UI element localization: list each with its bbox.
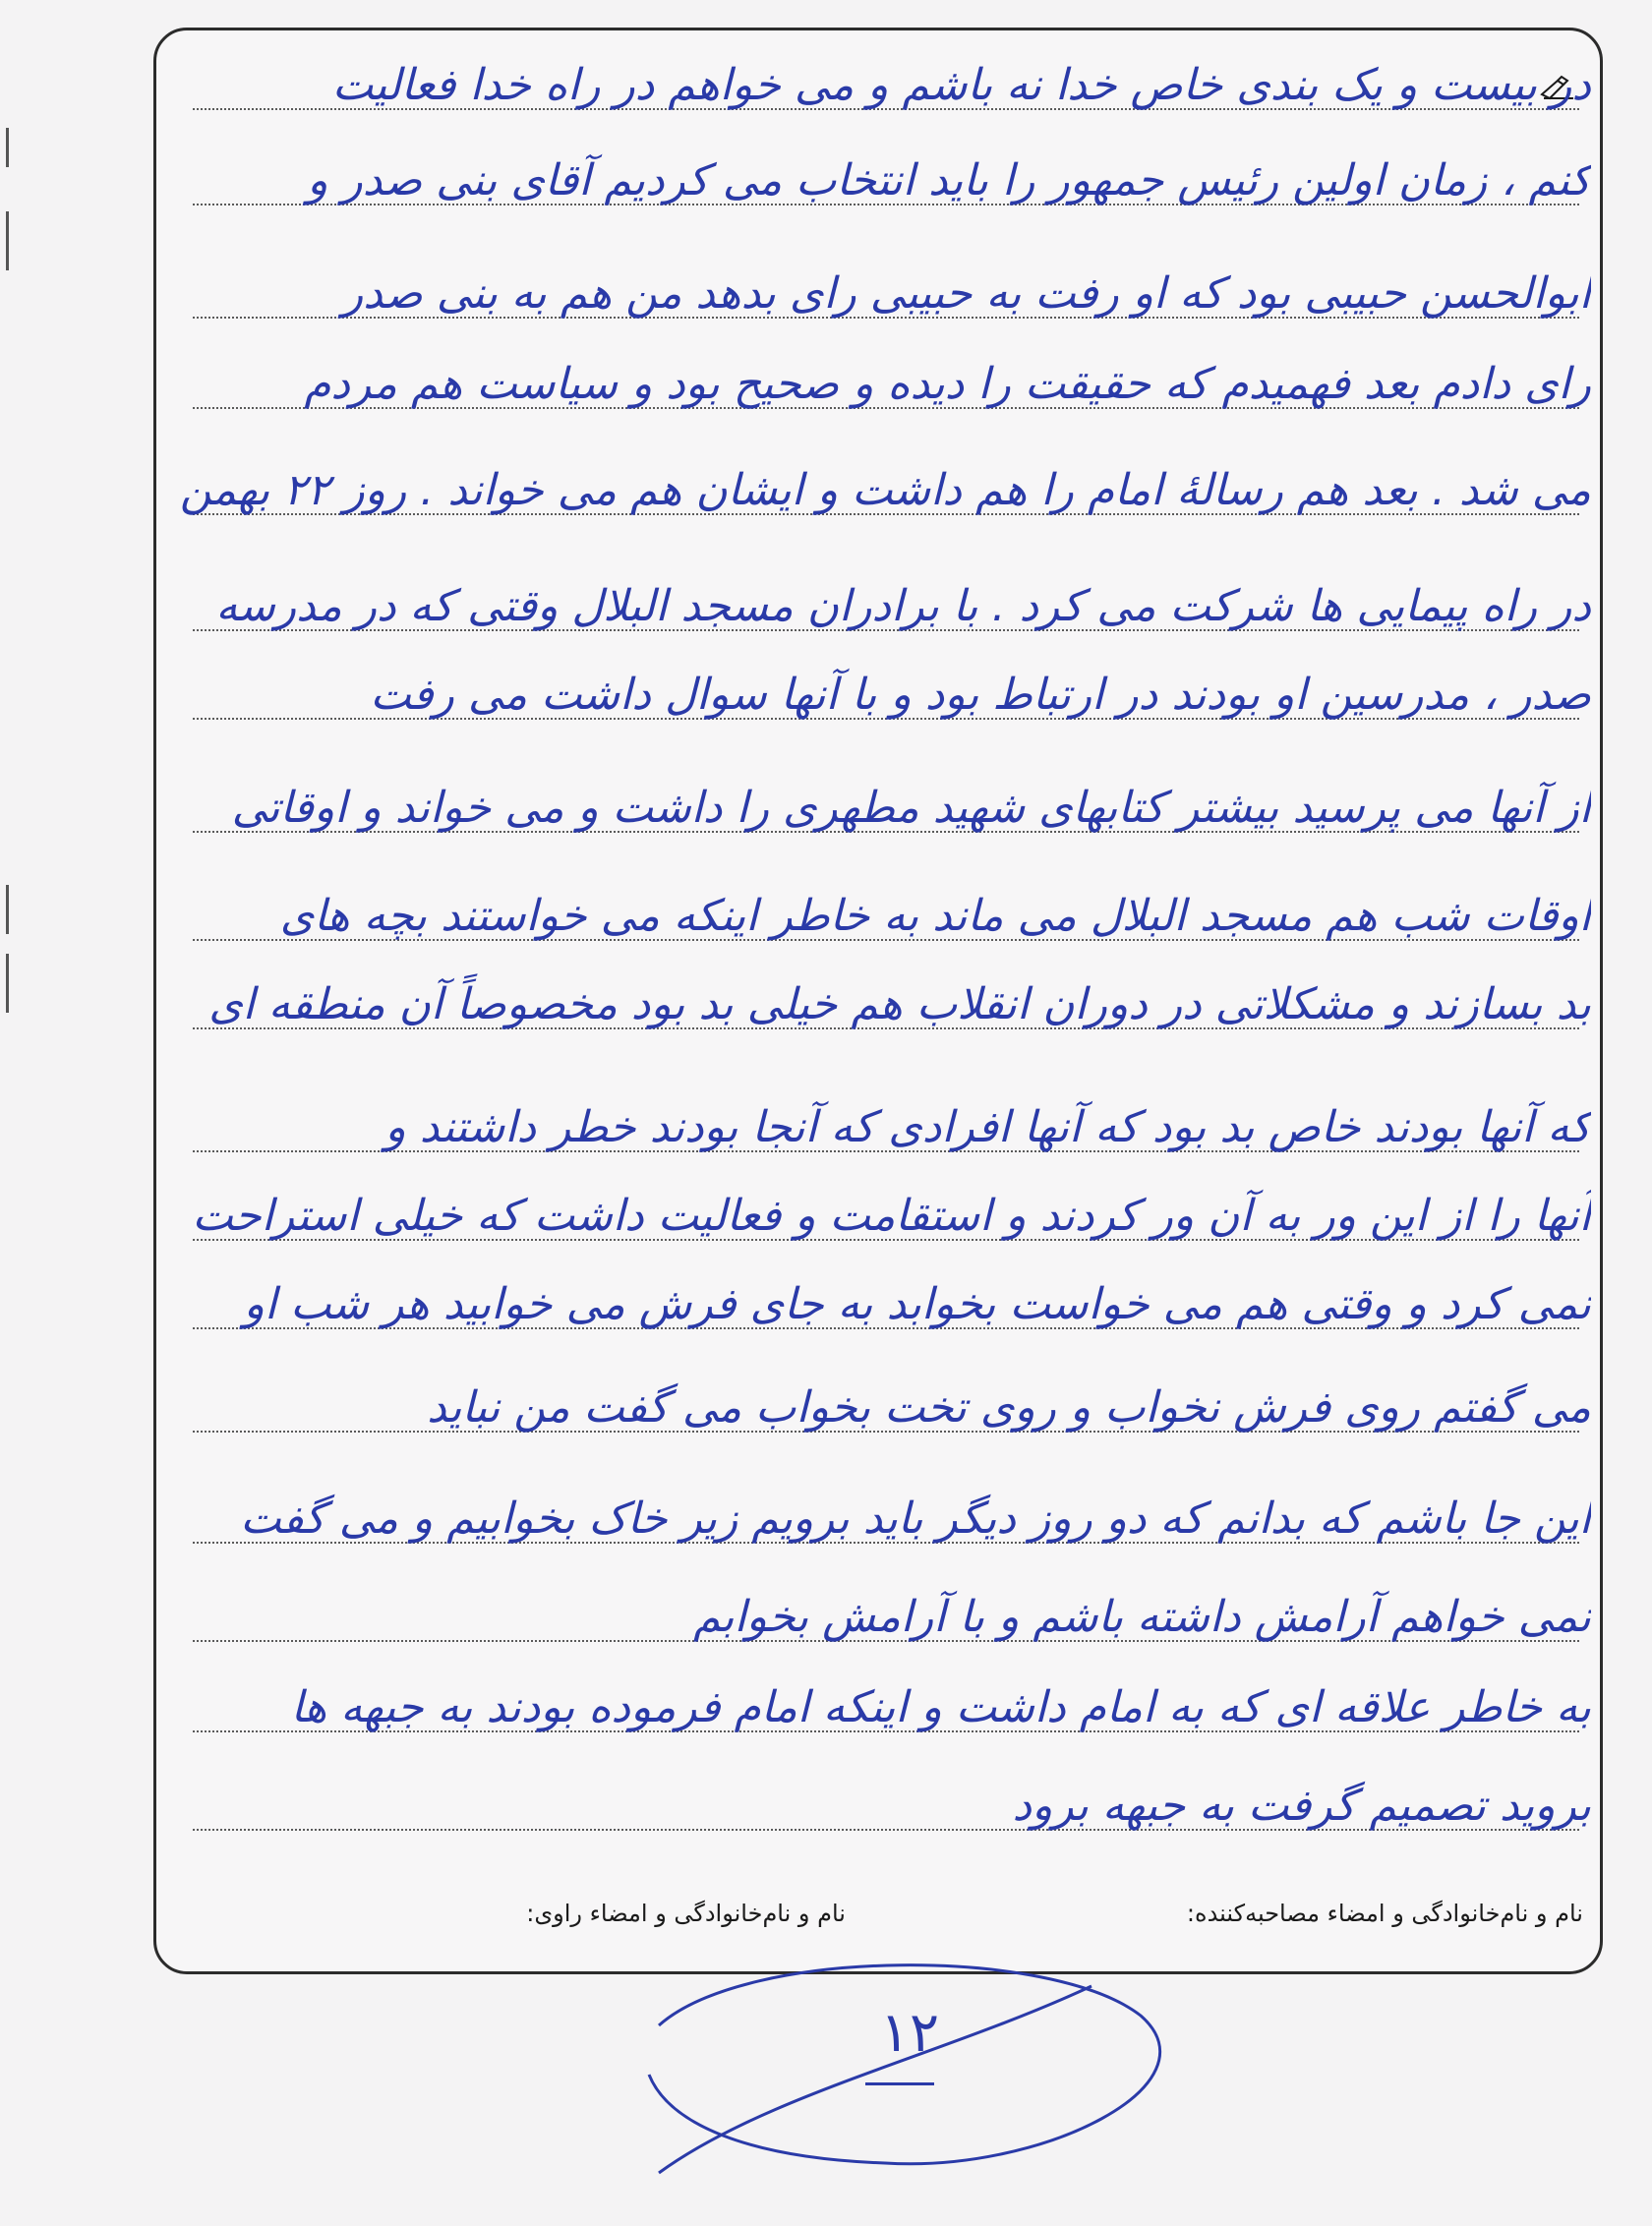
- margin-mark: [6, 885, 15, 934]
- handwritten-line: نمی خواهم آرامش داشته باشم و با آرامش بخوابم: [693, 1592, 1591, 1642]
- margin-mark: [6, 954, 15, 1013]
- handwritten-line: می گفتم روی فرش نخواب و روی تخت بخواب می گفت من نباید: [427, 1382, 1591, 1433]
- handwritten-line: این جا باشم که بدانم که دو روز دیگر باید برویم زیر خاک بخوابیم و می گفت: [240, 1494, 1591, 1544]
- signature-scribble: [629, 1947, 1180, 2212]
- handwritten-line: صدر ، مدرسین او بودند در ارتباط بود و با آنها سوال داشت می رفت: [370, 670, 1591, 720]
- handwritten-line: در بیست و یک بندی خاص خدا نه باشم و می خواهم در راه خدا فعالیت: [331, 60, 1591, 110]
- handwritten-line: آنها را از این ور به آن ور کردند و استقامت و فعالیت داشت که خیلی استراحت: [192, 1191, 1591, 1241]
- handwritten-line: که آنها بودند خاص بد بود که آنها افرادی که آنجا بودند خطر داشتند و: [384, 1102, 1591, 1152]
- handwritten-line: به خاطر علاقه ای که به امام داشت و اینکه امام فرموده بودند به جبهه ها: [290, 1682, 1591, 1732]
- handwritten-line: می شد . بعد هم رسالۀ امام را هم داشت و ایشان هم می خواند . روز ۲۲ بهمن: [179, 465, 1591, 515]
- page-number: ۱۲: [879, 2001, 940, 2065]
- handwritten-line: بد بسازند و مشکلاتی در دوران انقلاب هم خیلی بد بود مخصوصاً آن منطقه ای: [208, 979, 1591, 1029]
- handwritten-line: در راه پیمایی ها شرکت می کرد . با برادران مسجد البلال وقتی که در مدرسه: [215, 581, 1591, 631]
- margin-mark: [6, 128, 15, 167]
- page-number-underline: [865, 2082, 934, 2085]
- handwritten-line: اوقات شب هم مسجد البلال می ماند به خاطر اینکه می خواستند بچه های: [279, 891, 1591, 941]
- interviewer-signature-label: نام و نام‌خانوادگی و امضاء مصاحبه‌کننده:: [1186, 1900, 1583, 1927]
- handwritten-line: رای دادم بعد فهمیدم که حقیقت را دیده و صحیح بود و سیاست هم مردم: [304, 359, 1591, 409]
- handwritten-line: از آنها می پرسید بیشتر کتابهای شهید مطهری را داشت و می خواند و اوقاتی: [231, 783, 1591, 833]
- handwritten-line: بروید تصمیم گرفت به جبهه برود: [1012, 1781, 1591, 1831]
- narrator-signature-label: نام و نام‌خانوادگی و امضاء راوی:: [526, 1900, 846, 1927]
- handwritten-line: نمی کرد و وقتی هم می خواست بخوابد به جای فرش می خوابید هر شب او: [243, 1279, 1591, 1329]
- margin-mark: [6, 211, 15, 270]
- handwritten-line: کنم ، زمان اولین رئیس جمهور را باید انتخاب می کردیم آقای بنی صدر و: [307, 155, 1591, 205]
- handwritten-line: ابوالحسن حبیبی بود که او رفت به حبیبی رای بدهد من هم به بنی صدر: [342, 268, 1591, 319]
